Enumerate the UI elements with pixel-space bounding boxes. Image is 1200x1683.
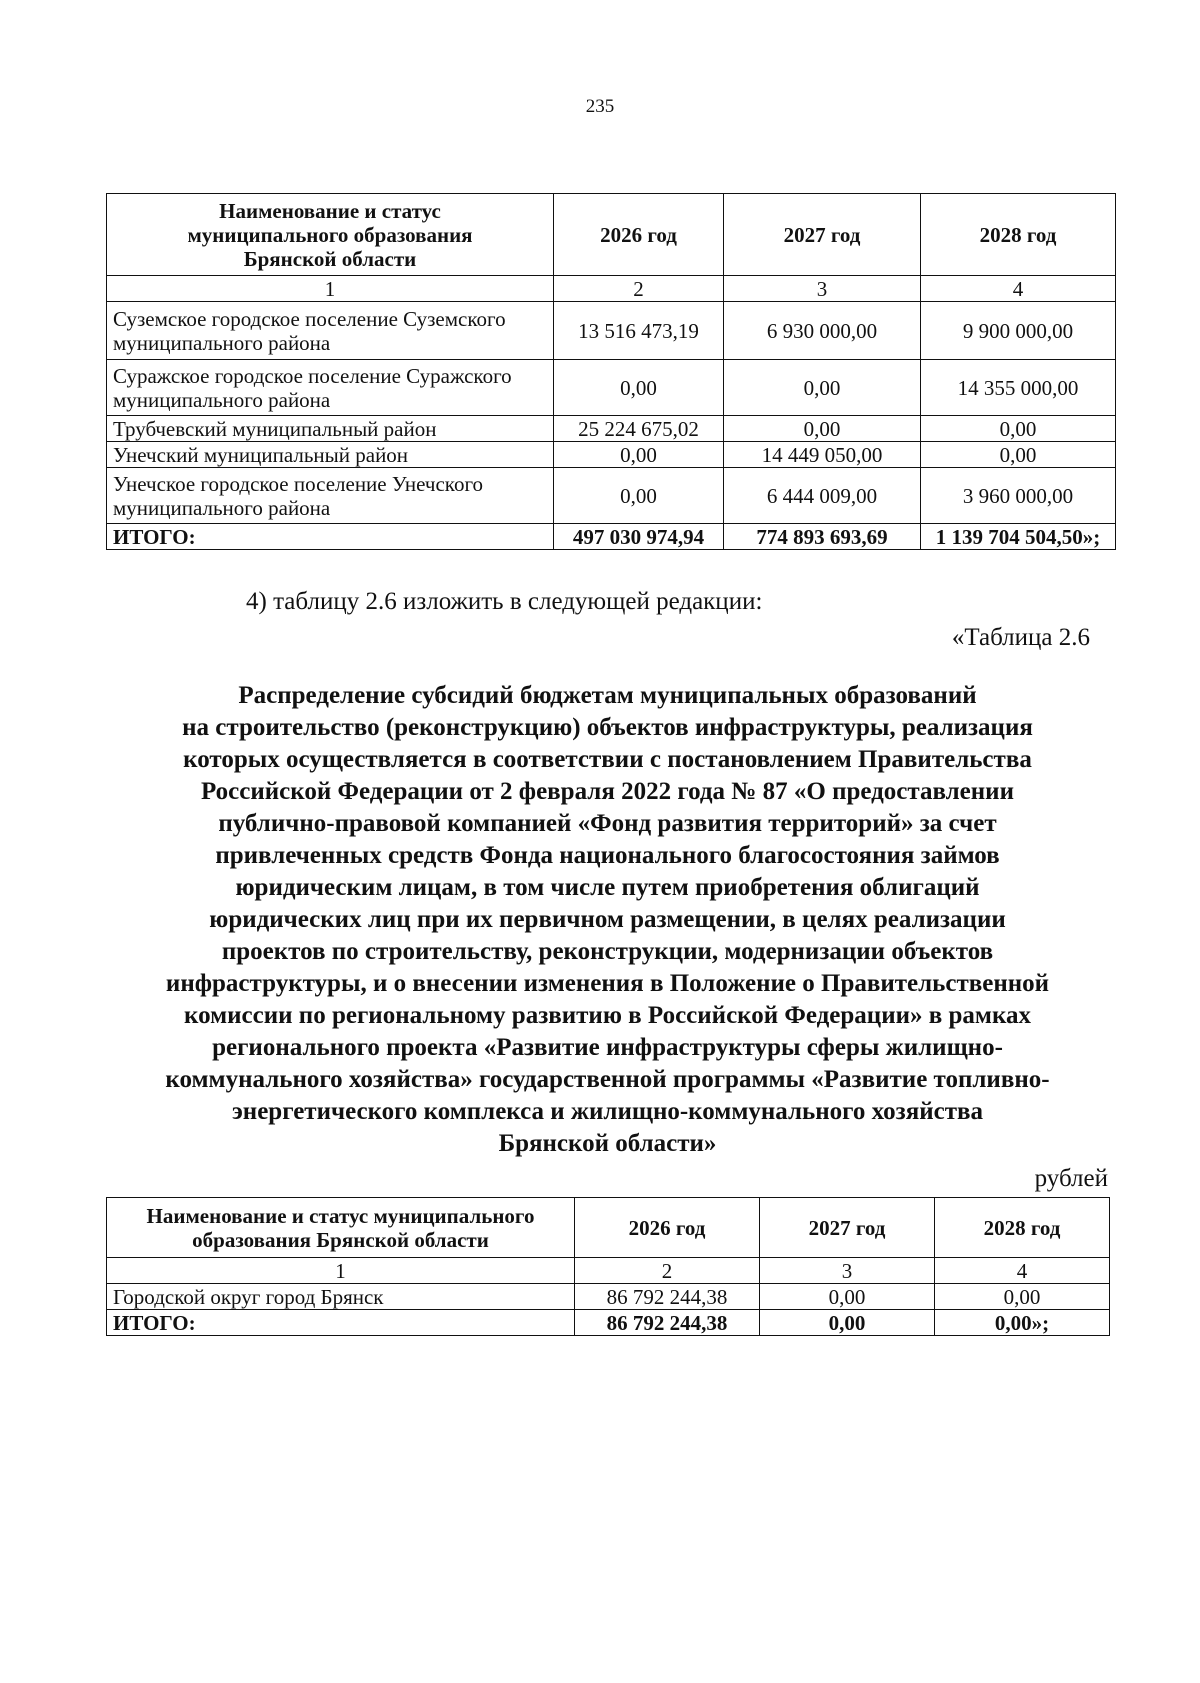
header-2026: 2026 год — [554, 194, 724, 276]
title-line: регионального проекта «Развитие инфраструктуры сферы жилищно- — [212, 1034, 1003, 1061]
table-header-row — [107, 194, 1116, 276]
table-row — [107, 360, 1116, 416]
subsidy-table-2-6 — [106, 1197, 1110, 1336]
header-2026: 2026 год — [575, 1198, 760, 1258]
table-row — [107, 416, 1116, 442]
value-2026: 0,00 — [554, 442, 724, 468]
column-number: 1 — [107, 1258, 575, 1284]
municipality-name: Унечское городское поселение Унечского муниципального района — [107, 468, 554, 524]
value-2027: 6 444 009,00 — [724, 468, 921, 524]
table-row — [107, 442, 1116, 468]
header-2028: 2028 год — [921, 194, 1116, 276]
column-number: 3 — [724, 276, 921, 302]
value-2028: 14 355 000,00 — [921, 360, 1116, 416]
total-2026: 86 792 244,38 — [575, 1310, 760, 1336]
title-line: публично-правовой компанией «Фонд развития территорий» за счет — [218, 810, 997, 837]
total-2027: 0,00 — [760, 1310, 935, 1336]
header-2027: 2027 год — [724, 194, 921, 276]
column-number: 2 — [554, 276, 724, 302]
table-row — [107, 1284, 1110, 1310]
value-2027: 14 449 050,00 — [724, 442, 921, 468]
table-row — [107, 302, 1116, 360]
value-2027: 6 930 000,00 — [724, 302, 921, 360]
subsidy-table-continued — [106, 193, 1116, 550]
title-line: Брянской области» — [498, 1130, 717, 1157]
header-2028: 2028 год — [935, 1198, 1110, 1258]
municipality-name: Городской округ город Брянск — [107, 1284, 575, 1310]
amendment-instruction: 4) таблицу 2.6 изложить в следующей редакции: — [246, 588, 763, 615]
header-municipality: Наименование и статус муниципального образования Брянской области — [107, 194, 554, 276]
value-2027: 0,00 — [760, 1284, 935, 1310]
title-line: юридическим лицам, в том числе путем приобретения облигаций — [235, 874, 980, 901]
column-number-row — [107, 276, 1116, 302]
value-2026: 0,00 — [554, 468, 724, 524]
total-2027: 774 893 693,69 — [724, 524, 921, 550]
value-2027: 0,00 — [724, 416, 921, 442]
municipality-name: Унечский муниципальный район — [107, 442, 554, 468]
title-line: которых осуществляется в соответствии с постановлением Правительства — [183, 746, 1032, 773]
column-number: 1 — [107, 276, 554, 302]
header-2027: 2027 год — [760, 1198, 935, 1258]
column-number-row — [107, 1258, 1110, 1284]
value-2026: 13 516 473,19 — [554, 302, 724, 360]
page-number: 235 — [585, 96, 615, 117]
units-label: рублей — [1034, 1165, 1108, 1192]
value-2026: 0,00 — [554, 360, 724, 416]
title-line: Распределение субсидий бюджетам муниципальных образований — [238, 682, 977, 709]
column-number: 2 — [575, 1258, 760, 1284]
column-number: 3 — [760, 1258, 935, 1284]
title-line: комиссии по региональному развитию в Российской Федерации» в рамках — [184, 1002, 1031, 1029]
value-2028: 0,00 — [921, 442, 1116, 468]
table-row — [107, 468, 1116, 524]
total-2026: 497 030 974,94 — [554, 524, 724, 550]
value-2028: 0,00 — [935, 1284, 1110, 1310]
column-number: 4 — [921, 276, 1116, 302]
total-2028: 0,00»; — [935, 1310, 1110, 1336]
municipality-name: Трубчевский муниципальный район — [107, 416, 554, 442]
municipality-name: Суземское городское поселение Суземского муниципального района — [107, 302, 554, 360]
value-2028: 0,00 — [921, 416, 1116, 442]
total-row — [107, 524, 1116, 550]
title-line: инфраструктуры, и о внесении изменения в Положение о Правительственной — [165, 970, 1050, 997]
title-line: энергетического комплекса и жилищно-коммунального хозяйства — [231, 1098, 983, 1125]
column-number: 4 — [935, 1258, 1110, 1284]
value-2026: 25 224 675,02 — [554, 416, 724, 442]
total-label: ИТОГО: — [107, 1310, 575, 1336]
header-municipality: Наименование и статус муниципального образования Брянской области — [107, 1198, 575, 1258]
table-header-row — [107, 1198, 1110, 1258]
total-row — [107, 1310, 1110, 1336]
value-2026: 86 792 244,38 — [575, 1284, 760, 1310]
value-2028: 9 900 000,00 — [921, 302, 1116, 360]
title-line: на строительство (реконструкцию) объектов инфраструктуры, реализация — [182, 714, 1033, 741]
section-title — [100, 680, 1115, 1160]
title-line: Российской Федерации от 2 февраля 2022 года № 87 «О предоставлении — [201, 778, 1014, 805]
total-2028: 1 139 704 504,50»; — [921, 524, 1116, 550]
title-line: привлеченных средств Фонда национального благосостояния займов — [215, 842, 1000, 869]
value-2027: 0,00 — [724, 360, 921, 416]
value-2028: 3 960 000,00 — [921, 468, 1116, 524]
title-line: коммунального хозяйства» государственной программы «Развитие топливно- — [165, 1066, 1050, 1093]
table-label: «Таблица 2.6 — [951, 624, 1090, 651]
title-line: юридических лиц при их первичном размещении, в целях реализации — [209, 906, 1006, 933]
total-label: ИТОГО: — [107, 524, 554, 550]
municipality-name: Суражское городское поселение Суражского муниципального района — [107, 360, 554, 416]
title-line: проектов по строительству, реконструкции, модернизации объектов — [221, 938, 994, 965]
